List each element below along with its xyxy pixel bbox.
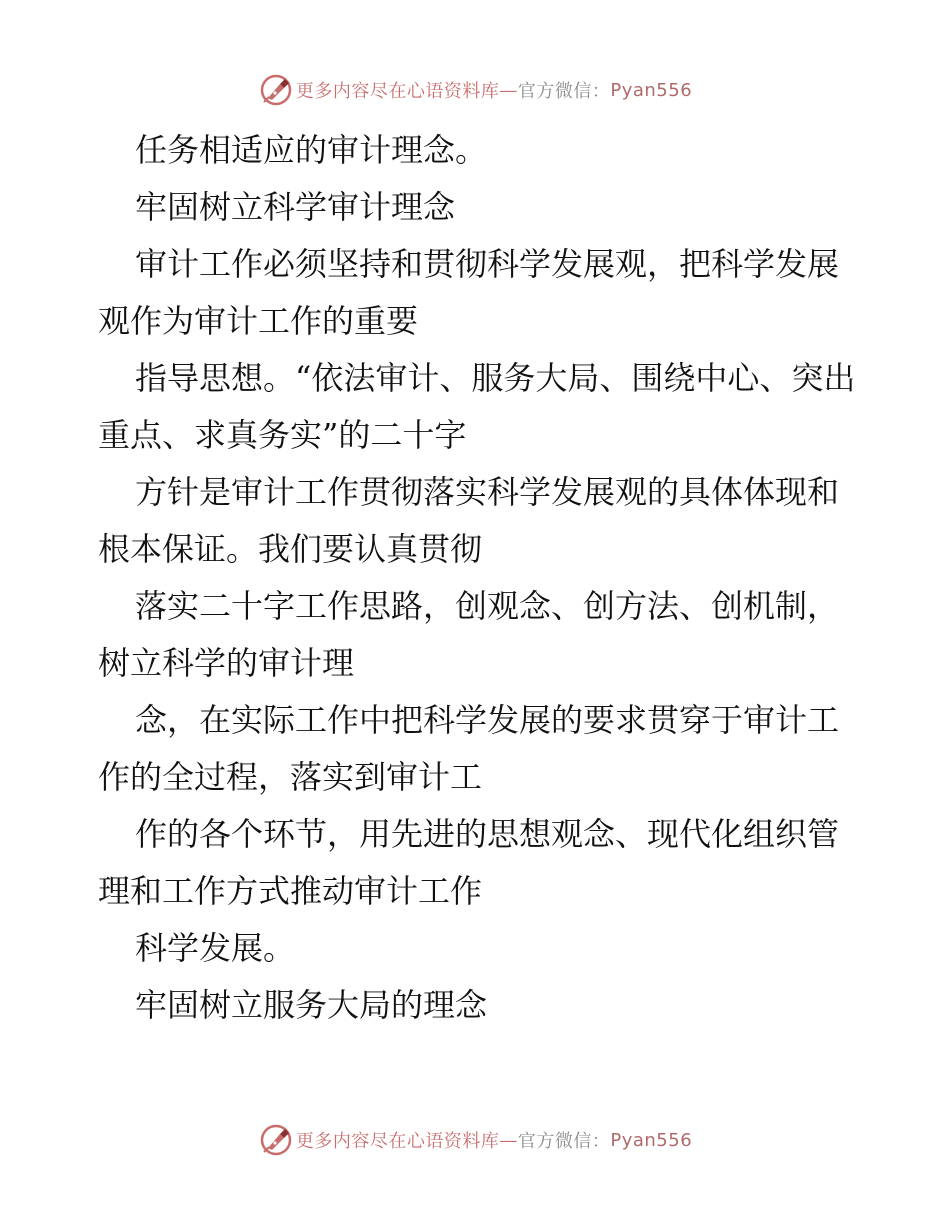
section-heading: 牢固树立服务大局的理念: [135, 986, 488, 1024]
banner-separator: —: [499, 1129, 518, 1151]
banner-separator: —: [499, 79, 518, 101]
paragraph: 念，在实际工作中把科学发展的要求贯穿于审计工作的全过程，落实到审计工: [98, 701, 840, 796]
paragraph: 作的各个环节，用先进的思想观念、现代化组织管理和工作方式推动审计工作: [98, 815, 840, 910]
banner-wechat-id: Pyan556: [610, 1129, 693, 1151]
pen-nib-logo-icon: [258, 72, 294, 108]
banner-official-label: 官方微信：: [517, 1131, 611, 1152]
paragraph: 方针是审计工作贯彻落实科学发展观的具体体现和根本保证。我们要认真贯彻: [98, 473, 840, 568]
banner-brand-text: 更多内容尽在心语资料库: [295, 81, 500, 102]
banner-wechat-id: Pyan556: [610, 79, 693, 101]
pen-nib-logo-icon: [258, 1122, 294, 1158]
paragraph: 科学发展。: [135, 929, 296, 967]
footer-banner: [0, 1120, 950, 1160]
section-heading: 牢固树立科学审计理念: [135, 188, 456, 226]
document-body: [98, 122, 858, 1034]
header-banner: [0, 70, 950, 110]
banner-brand-text: 更多内容尽在心语资料库: [295, 1131, 500, 1152]
paragraph: 审计工作必须坚持和贯彻科学发展观，把科学发展观作为审计工作的重要: [98, 245, 840, 340]
paragraph: 指导思想。“依法审计、服务大局、围绕中心、突出重点、求真务实”的二十字: [98, 359, 856, 454]
paragraph: 任务相适应的审计理念。: [135, 131, 488, 169]
banner-official-label: 官方微信：: [517, 81, 611, 102]
paragraph: 落实二十字工作思路，创观念、创方法、创机制，树立科学的审计理: [98, 587, 840, 682]
